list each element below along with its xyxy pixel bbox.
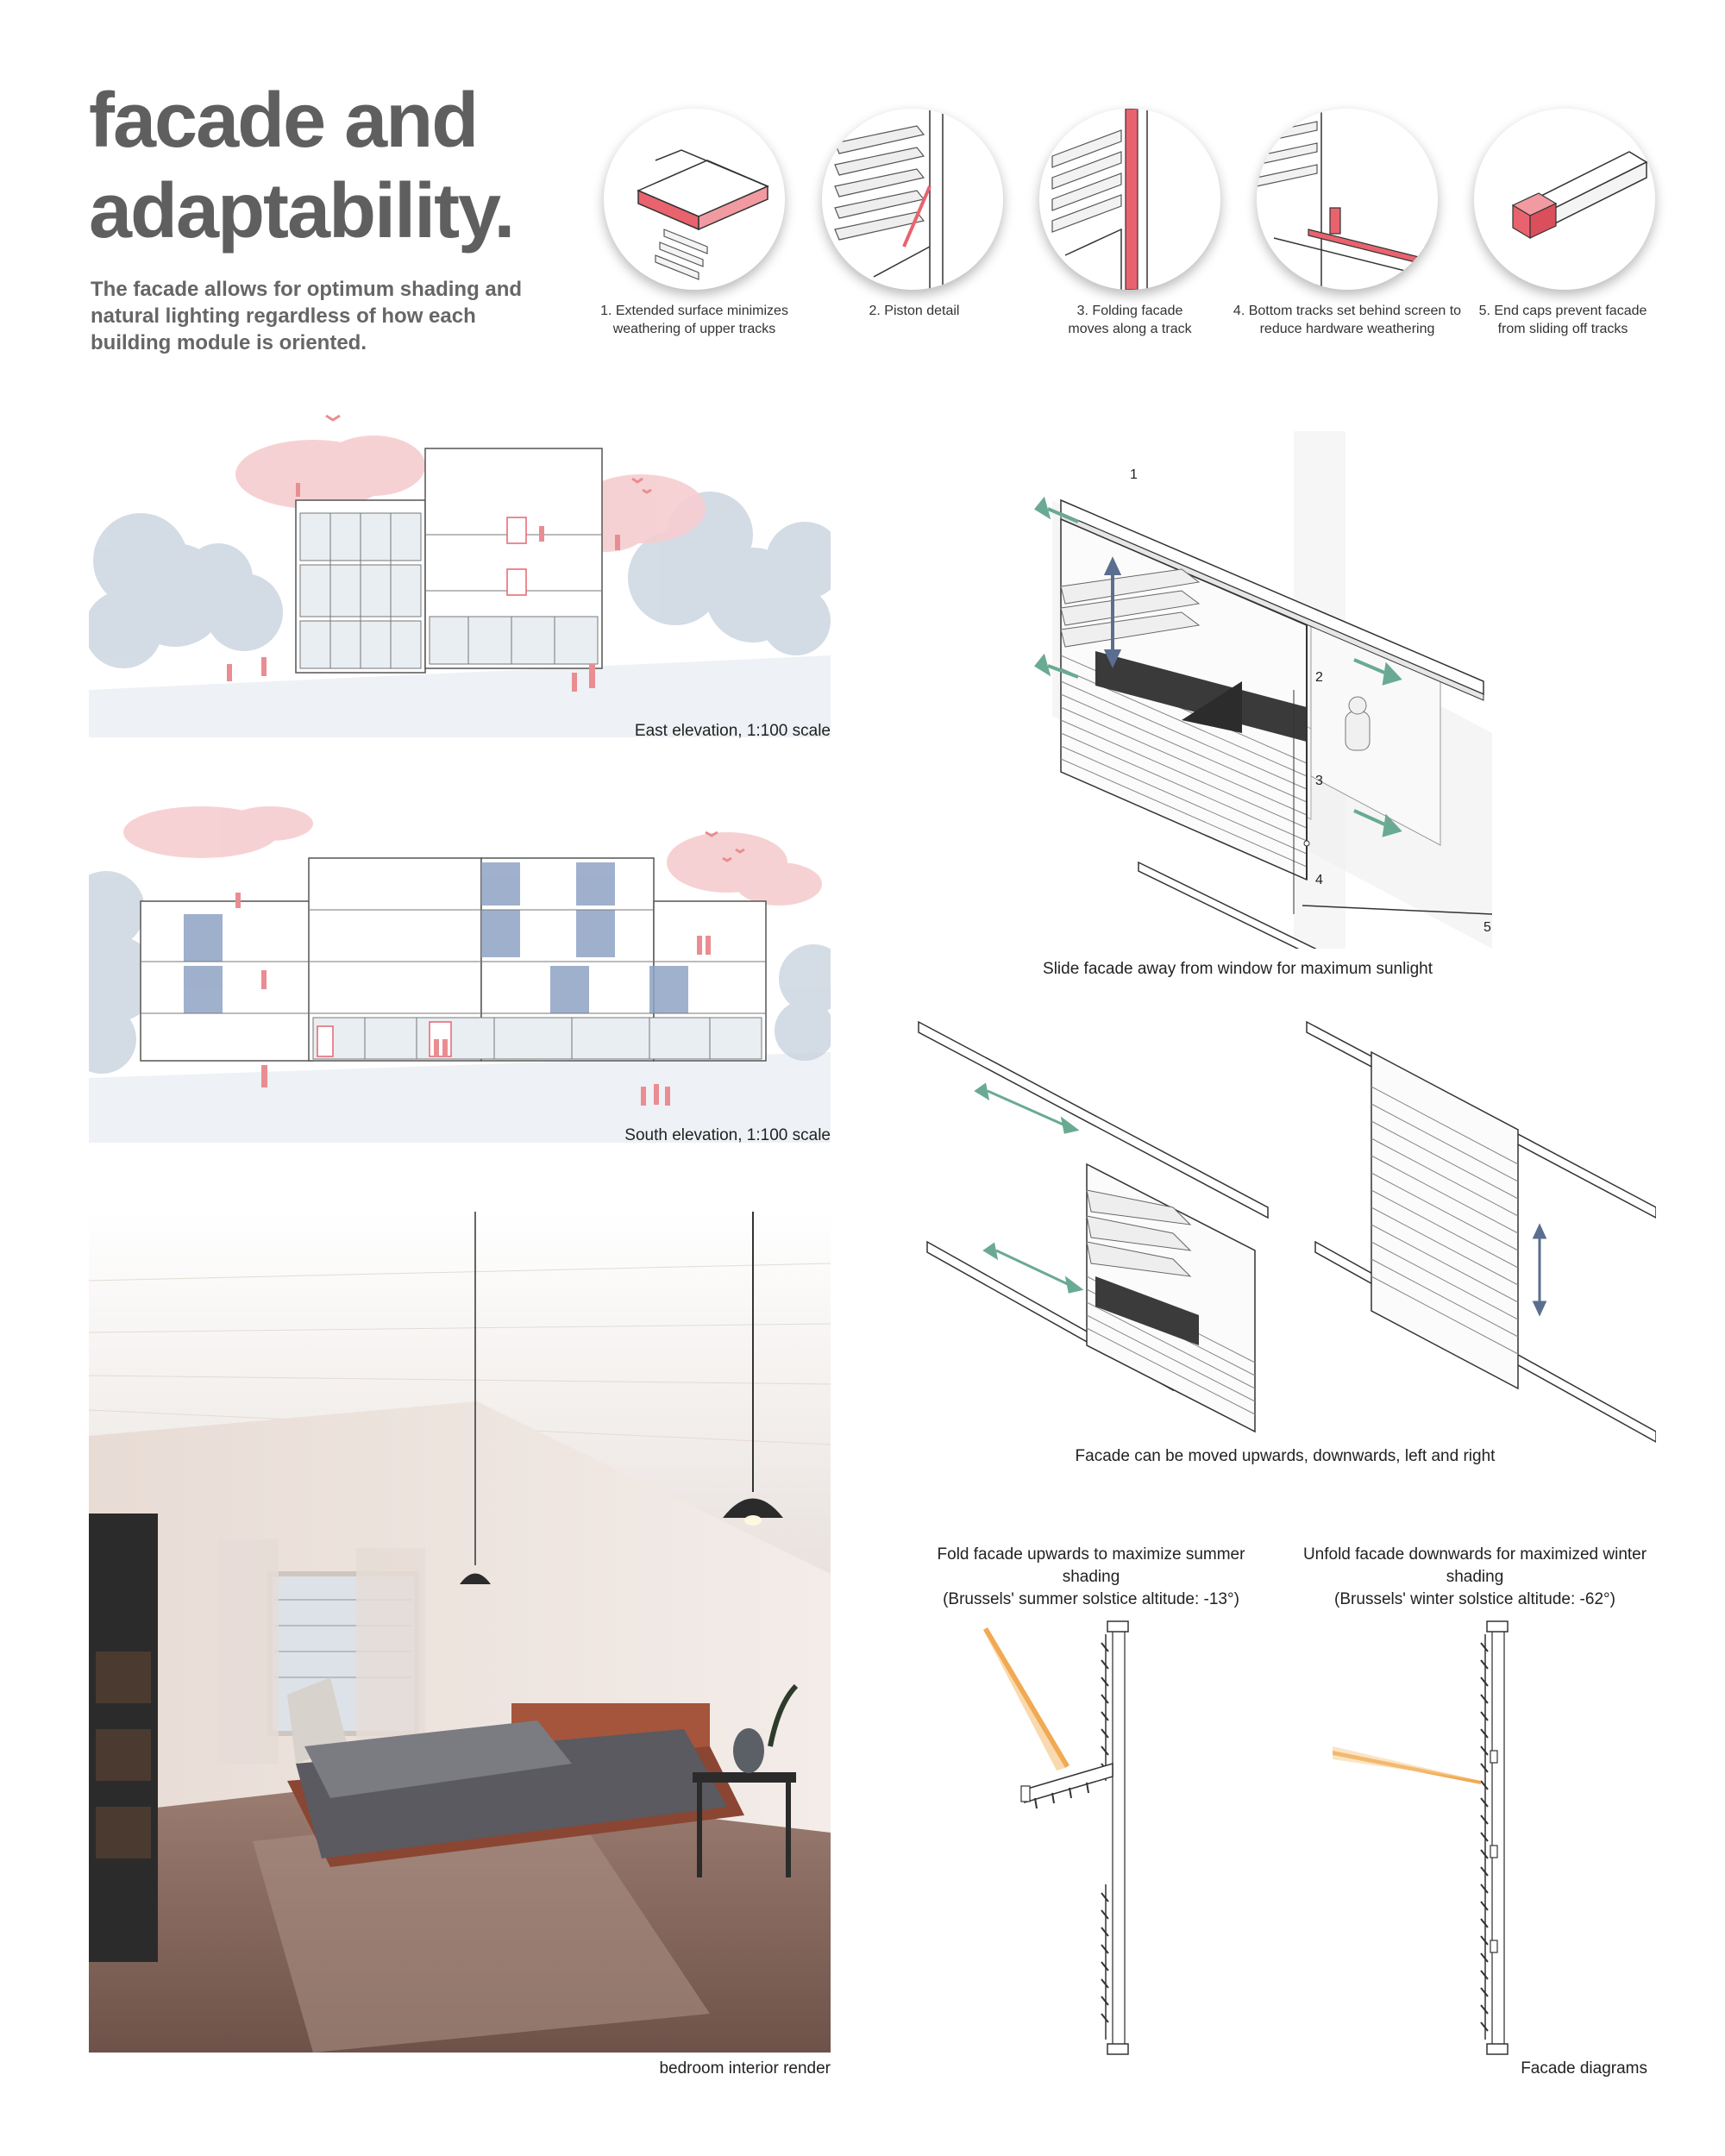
intro-text: The facade allows for optimum shading and natural lighting regardless of how each building module is oriented.: [91, 278, 523, 354]
folding-track-detail-drawing: [1039, 109, 1220, 290]
marker-2: 2: [1315, 670, 1323, 685]
east-elevation-drawing: [89, 405, 831, 737]
detail-circle-5: [1474, 109, 1655, 290]
movement-diagrams: [914, 1018, 1656, 1445]
winter-section-heading: [1298, 1544, 1652, 1611]
east-elevation: [89, 405, 831, 737]
detail-caption-5: 5. End caps prevent facade from sliding off tracks: [1478, 304, 1647, 336]
winter-section-note: (Brussels' winter solstice altitude: -62°): [1334, 1590, 1615, 1608]
movement-caption: Facade can be moved upwards, downwards, left and right: [1075, 1447, 1496, 1465]
facade-axon-drawing: [983, 431, 1492, 949]
summer-section-note: (Brussels' summer solstice altitude: -13°): [943, 1590, 1239, 1608]
detail-caption-2: 2. Piston detail: [869, 304, 960, 318]
summer-section-diagram: [983, 1617, 1190, 2065]
bottom-track-detail-drawing: [1257, 109, 1438, 290]
title-line-2: adaptability.: [89, 168, 514, 254]
winter-section-title: Unfold facade downwards for maximized winter shading: [1302, 1545, 1647, 1586]
end-cap-detail-drawing: [1474, 109, 1655, 290]
winter-section-diagram: [1333, 1617, 1540, 2065]
axonometric-caption: Slide facade away from window for maximum sunlight: [1043, 960, 1433, 978]
detail-circle-2: [822, 109, 1003, 290]
piston-detail-drawing: [822, 109, 1003, 290]
detail-circle-4: [1257, 109, 1438, 290]
movement-diagram-drawing: [914, 1018, 1656, 1445]
detail-circle-3: [1039, 109, 1220, 290]
winter-section-drawing: [1333, 1617, 1540, 2065]
marker-1: 1: [1130, 467, 1138, 482]
page-title: [89, 76, 513, 257]
marker-3: 3: [1315, 774, 1323, 788]
summer-section-heading: [914, 1544, 1268, 1611]
marker-5: 5: [1484, 920, 1491, 935]
marker-4: 4: [1315, 873, 1323, 887]
detail-caption-1: 1. Extended surface minimizes weathering of upper tracks: [600, 304, 788, 336]
title-line-1: facade and: [89, 78, 478, 164]
detail-circle-1: [604, 109, 785, 290]
extended-surface-detail-drawing: [604, 109, 785, 290]
facade-axonometric: [983, 431, 1492, 949]
summer-section-title: Fold facade upwards to maximize summer shading: [937, 1545, 1245, 1586]
summer-section-drawing: [983, 1617, 1190, 2065]
detail-caption-3: 3. Folding facade moves along a track: [1068, 304, 1192, 336]
south-elevation-drawing: [89, 806, 831, 1143]
bedroom-render: [89, 1212, 831, 2053]
bedroom-render-caption: bedroom interior render: [659, 2059, 831, 2078]
east-elevation-caption: East elevation, 1:100 scale: [634, 722, 831, 740]
south-elevation: [89, 806, 831, 1143]
detail-caption-4: 4. Bottom tracks set behind screen to reduce hardware weathering: [1233, 304, 1462, 336]
south-elevation-caption: South elevation, 1:100 scale: [624, 1126, 831, 1144]
section-diagrams-caption: Facade diagrams: [1521, 2059, 1647, 2078]
bedroom-render-image: [89, 1212, 831, 2053]
